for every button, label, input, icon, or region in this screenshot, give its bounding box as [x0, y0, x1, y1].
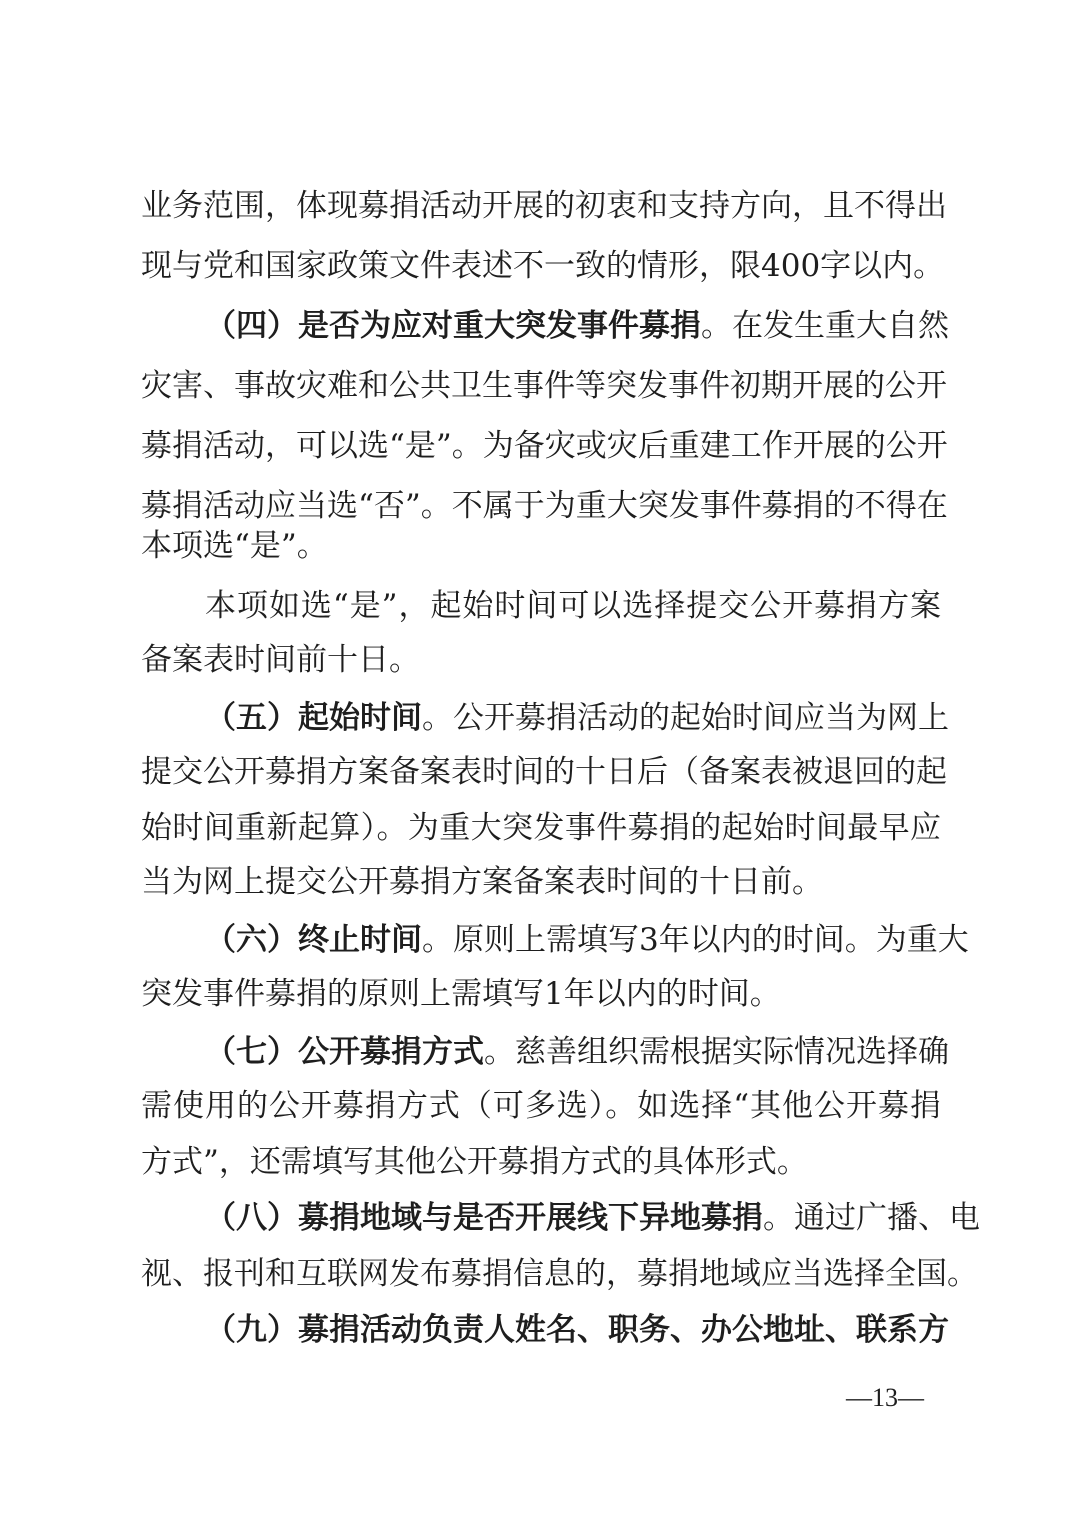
body-text-line: 突发事件募捐的原则上需填写1年以内的时间。 [141, 976, 781, 1012]
body-text-line: 提交公开募捐方案备案表时间的十日后（备案表被退回的起 [141, 754, 947, 790]
body-text-line: 始时间重新起算）。为重大突发事件募捐的起始时间最早应 [141, 810, 941, 846]
section-4-text: 。在发生重大自然 [701, 308, 949, 344]
body-text-line: 募捐活动应当选“否”。不属于为重大突发事件募捐的不得在 [141, 488, 948, 524]
section-9-paragraph-start [205, 1300, 949, 1360]
section-5-paragraph-start [205, 688, 949, 748]
section-7-heading: （七）公开募捐方式 [205, 1034, 484, 1070]
section-6-heading: （六）终止时间 [205, 922, 422, 958]
section-4-paragraph-start [205, 296, 949, 356]
section-5-heading: （五）起始时间 [205, 700, 422, 736]
section-7-paragraph-start [205, 1022, 949, 1082]
section-5-text: 。公开募捐活动的起始时间应当为网上 [422, 700, 949, 736]
body-text-line: 业务范围，体现募捐活动开展的初衷和支持方向，且不得出 [141, 188, 947, 224]
body-text-line: 视、报刊和互联网发布募捐信息的，募捐地域应当选择全国。 [141, 1256, 978, 1292]
section-4-heading: （四）是否为应对重大突发事件募捐 [205, 308, 701, 344]
page-number: —13— [846, 1383, 924, 1412]
body-text-line: 本项如选“是”，起始时间可以选择提交公开募捐方案 [205, 588, 941, 624]
body-text-line: 方式”，还需填写其他公开募捐方式的具体形式。 [141, 1144, 808, 1180]
section-6-paragraph-start [205, 910, 969, 970]
body-text-line: 备案表时间前十日。 [141, 642, 420, 678]
section-8-heading: （八）募捐地域与是否开展线下异地募捐 [205, 1200, 763, 1236]
body-text-line: 当为网上提交公开募捐方案备案表时间的十日前。 [141, 864, 823, 900]
section-9-heading: （九）募捐活动负责人姓名、职务、办公地址、联系方 [205, 1312, 949, 1348]
body-text-line: 需使用的公开募捐方式（可多选）。如选择“其他公开募捐 [141, 1088, 941, 1124]
section-8-paragraph-start [205, 1188, 980, 1248]
section-6-text: 。原则上需填写3年以内的时间。为重大 [422, 922, 969, 958]
section-7-text: 。慈善组织需根据实际情况选择确 [484, 1034, 949, 1070]
body-text-line: 本项选“是”。 [141, 528, 328, 564]
section-8-text: 。通过广播、电 [763, 1200, 980, 1236]
body-text-line: 现与党和国家政策文件表述不一致的情形，限400字以内。 [141, 248, 945, 284]
body-text-line: 募捐活动，可以选“是”。为备灾或灾后重建工作开展的公开 [141, 428, 948, 464]
body-text-line: 灾害、事故灾难和公共卫生事件等突发事件初期开展的公开 [141, 368, 947, 404]
